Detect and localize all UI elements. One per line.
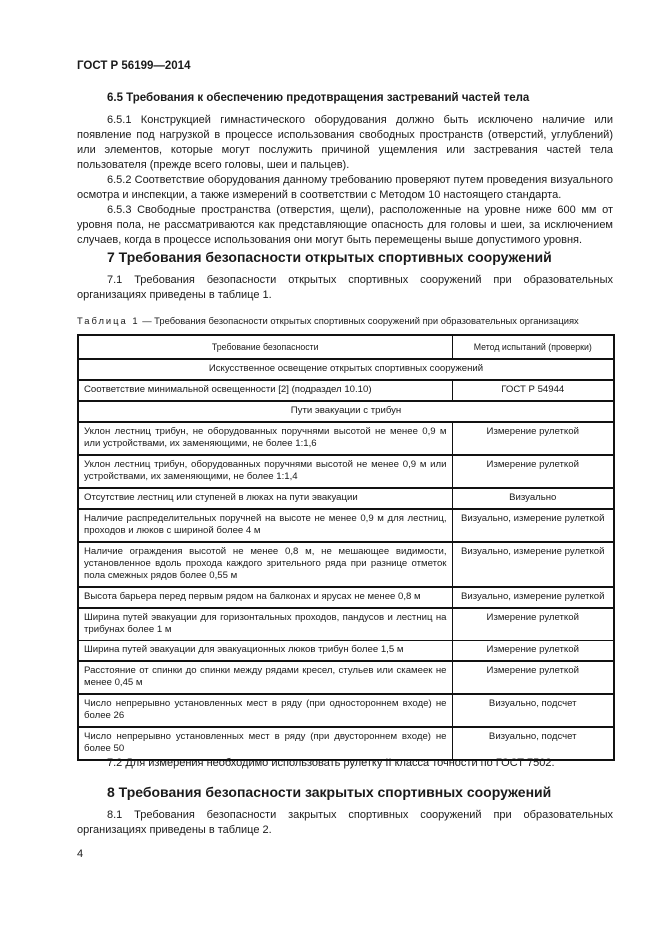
method-cell: Визуально, измерение рулеткой	[452, 587, 614, 608]
method-cell: ГОСТ Р 54944	[452, 380, 614, 401]
requirement-cell: Соответствие минимальной освещенности [2] (подраздел 10.10)	[78, 380, 452, 401]
table-row	[78, 661, 614, 694]
column-header-requirement: Требование безопасности	[78, 335, 452, 359]
page-number: 4	[77, 848, 84, 860]
table-header-row	[78, 335, 614, 359]
method-cell: Измерение рулеткой	[452, 455, 614, 488]
table-row	[78, 422, 614, 455]
method-cell: Визуально, подсчет	[452, 727, 614, 760]
section-7-title: 7 Требования безопасности открытых спортивных сооружений	[107, 249, 552, 265]
method-cell: Визуально	[452, 488, 614, 509]
section-7	[77, 249, 613, 761]
table-caption-text: — Требования безопасности открытых спортивных сооружений при образовательных организациях	[142, 315, 579, 326]
column-header-method: Метод испытаний (проверки)	[452, 335, 614, 359]
method-cell: Визуально, измерение рулеткой	[452, 542, 614, 587]
method-cell: Визуально, измерение рулеткой	[452, 509, 614, 542]
requirement-cell: Ширина путей эвакуации для горизонтальных проходов, пандусов и лестниц на трибунах более 1 м	[78, 608, 452, 641]
method-cell: Измерение рулеткой	[452, 661, 614, 694]
requirement-cell: Наличие распределительных поручней на высоте не менее 0,9 м для лестниц, проходов и люков с шириной более 4 м	[78, 509, 452, 542]
paragraph-8-1: 8.1 Требования безопасности закрытых спортивных сооружений при образовательных организациях приведены в таблице 2.	[77, 809, 613, 836]
table-row	[78, 694, 614, 727]
document-code: ГОСТ Р 56199—2014	[77, 60, 191, 72]
requirement-cell: Ширина путей эвакуации для эвакуационных люков трибун более 1,5 м	[78, 641, 452, 662]
paragraph-6-5-2: 6.5.2 Соответствие оборудования данному требованию проверяют путем проведения визуального осмотра и инспекции, а также измерений в соответствии с Методом 10 настоящего стандарта.	[77, 174, 613, 201]
requirement-cell: Уклон лестниц трибун, оборудованных поручнями высотой не менее 0,9 м или устройствами, их заменяющими, не более 1:1,4	[78, 455, 452, 488]
table-group-row	[78, 401, 614, 422]
table-row	[78, 455, 614, 488]
requirement-cell: Высота барьера перед первым рядом на балконах и ярусах не менее 0,8 м	[78, 587, 452, 608]
table-group-row	[78, 359, 614, 380]
paragraph-7-1: 7.1 Требования безопасности открытых спортивных сооружений при образовательных организациях приведены в таблице 1.	[77, 274, 613, 301]
group-label: Пути эвакуации с трибун	[78, 401, 614, 422]
table-row	[78, 587, 614, 608]
method-cell: Визуально, подсчет	[452, 694, 614, 727]
table-caption-label: Таблица 1	[77, 315, 140, 326]
table-row	[78, 380, 614, 401]
table-row	[78, 608, 614, 641]
group-label: Искусственное освещение открытых спортивных сооружений	[78, 359, 614, 380]
table-1	[77, 334, 615, 761]
paragraph-7-2: 7.2 Для измерения необходимо использовать рулетку II класса точности по ГОСТ 7502.	[107, 757, 555, 769]
table-row	[78, 641, 614, 662]
requirement-cell: Наличие ограждения высотой не менее 0,8 м, не мешающее видимости, установленное вдоль прохода каждого зрительного ряда при разнице отметок пола смежных рядов более 0,55 м	[78, 542, 452, 587]
requirement-cell: Уклон лестниц трибун, не оборудованных поручнями высотой не менее 0,9 м или устройствами, их заменяющими, не более 1:1,6	[78, 422, 452, 455]
paragraph-7-2-block	[77, 756, 613, 771]
table-row	[78, 509, 614, 542]
section-8	[77, 784, 613, 838]
table-row	[78, 542, 614, 587]
requirement-cell: Число непрерывно установленных мест в ряду (при двустороннем входе) не более 50	[78, 727, 452, 760]
requirement-cell: Число непрерывно установленных мест в ряду (при одностороннем входе) не более 26	[78, 694, 452, 727]
section-8-title: 8 Требования безопасности закрытых спортивных сооружений	[107, 784, 552, 800]
section-6-5-title: 6.5 Требования к обеспечению предотвращения застреваний частей тела	[107, 92, 530, 104]
method-cell: Измерение рулеткой	[452, 422, 614, 455]
section-6-5	[77, 92, 613, 248]
table-1-caption	[77, 315, 613, 326]
requirement-cell: Отсутствие лестниц или ступеней в люках на пути эвакуации	[78, 488, 452, 509]
requirement-cell: Расстояние от спинки до спинки между рядами кресел, стульев или скамеек не менее 0,45 м	[78, 661, 452, 694]
method-cell: Измерение рулеткой	[452, 641, 614, 662]
paragraph-6-5-3: 6.5.3 Свободные пространства (отверстия, щели), расположенные на уровне ниже 600 мм от уровня пола, не рассматриваются как представляющие опасность для головы и шеи, за исключением случаев, когда в процессе использования они могут быть перемещены выше допустимого уровня.	[77, 204, 613, 246]
paragraph-6-5-1: 6.5.1 Конструкцией гимнастического оборудования должно быть исключено наличие или появление под нагрузкой в процессе использования свободных пространств (отверстий, углублений) или элементов, которые могут послужить причиной ущемления или застревания частей тела пользователя (прежде всего головы, шеи и пальцев).	[77, 114, 613, 171]
method-cell: Измерение рулеткой	[452, 608, 614, 641]
table-row	[78, 488, 614, 509]
